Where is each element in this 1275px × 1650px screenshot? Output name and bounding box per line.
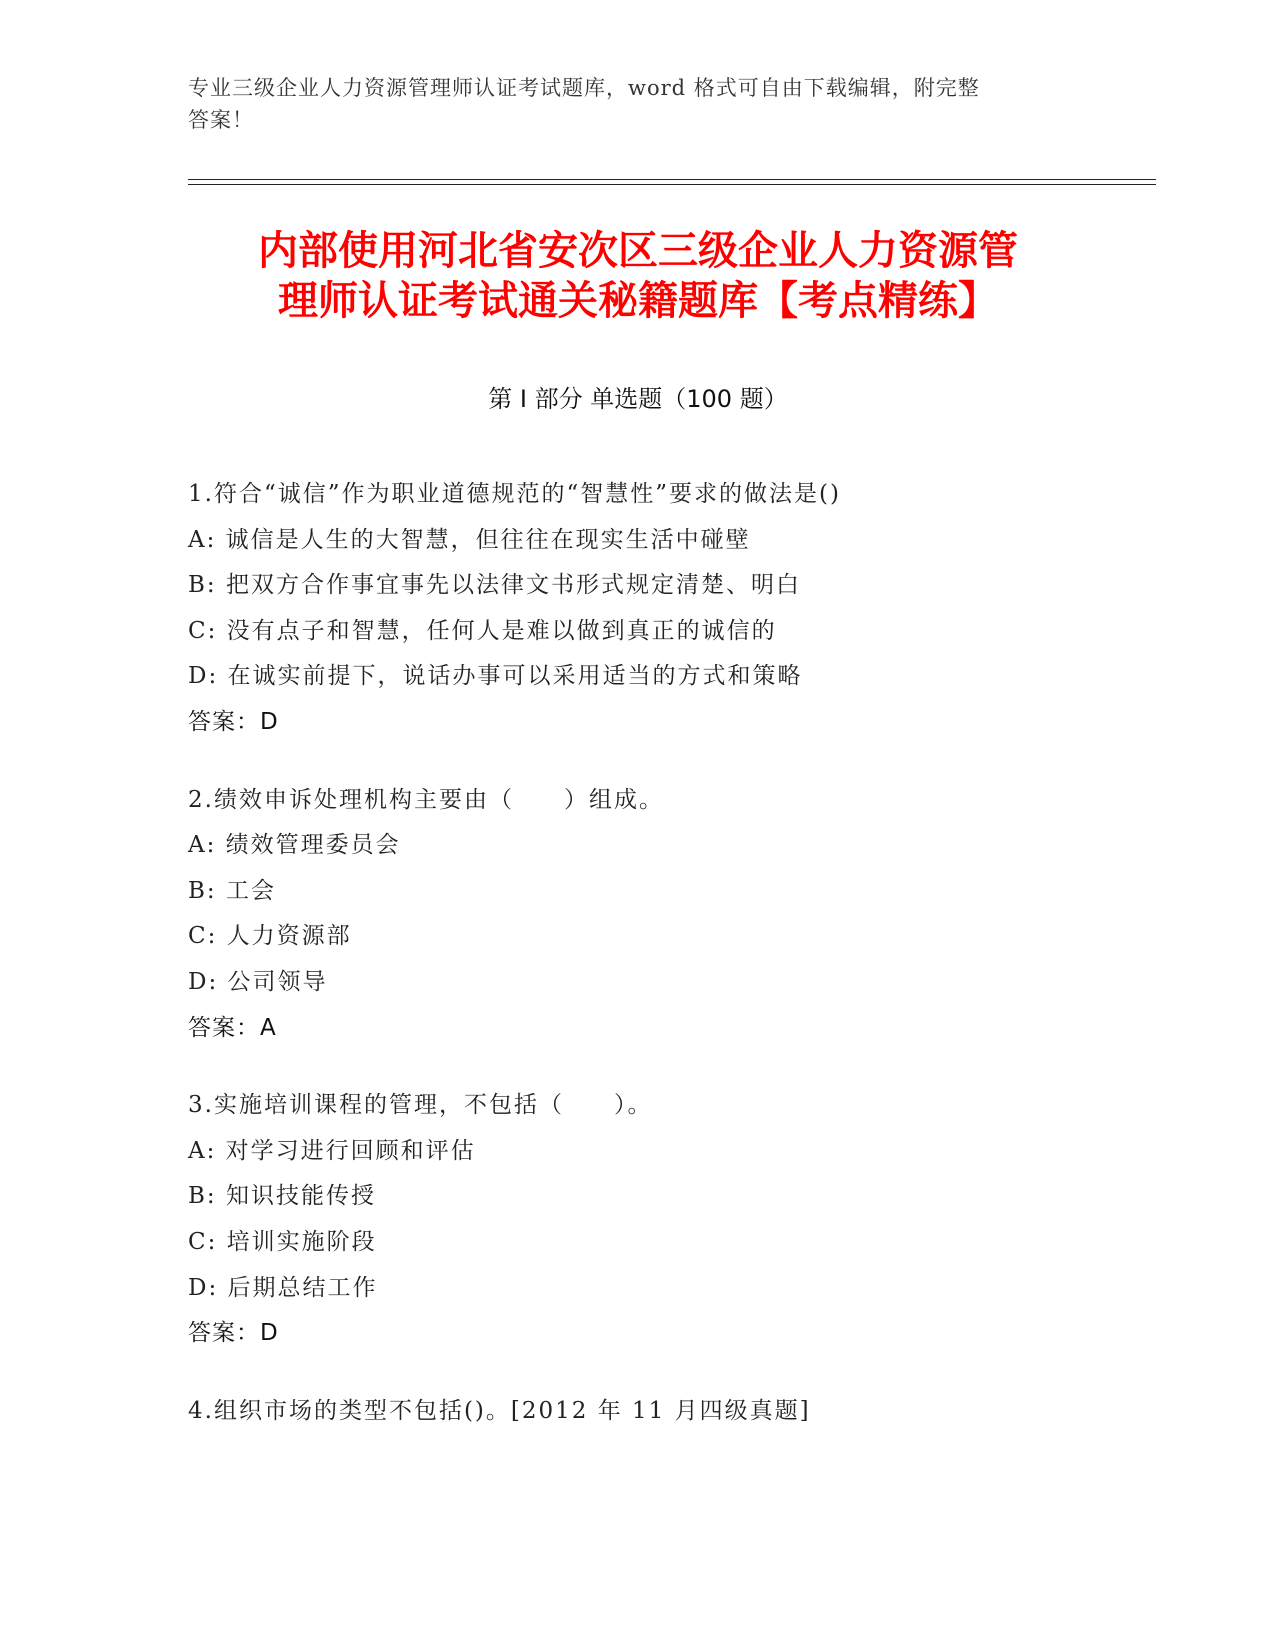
option-b: B: 把双方合作事宜事先以法律文书形式规定清楚、明白 — [188, 572, 801, 599]
header-divider-bottom — [188, 184, 1156, 185]
document-title-line-1: 内部使用河北省安次区三级企业人力资源管 — [258, 228, 1018, 274]
question-stem: 4.组织市场的类型不包括()。[2012 年 11 月四级真题] — [188, 1397, 811, 1424]
document-title — [188, 226, 1088, 326]
section-title: 第 I 部分 单选题（100 题） — [488, 385, 788, 413]
header-note-line-2: 答案！ — [188, 108, 254, 132]
question-3 — [188, 1083, 1148, 1357]
answer-line — [188, 700, 1148, 746]
option-d: D: 在诚实前提下，说话办事可以采用适当的方式和策略 — [188, 663, 803, 690]
question-4 — [188, 1389, 1148, 1435]
answer-label: 答案： — [188, 708, 260, 735]
question-stem: 1.符合“诚信”作为职业道德规范的“智慧性”要求的做法是() — [188, 481, 841, 507]
option-c: C: 没有点子和智慧，任何人是难以做到真正的诚信的 — [188, 617, 777, 644]
question-list — [188, 472, 1148, 1466]
option-a: A: 诚信是人生的大智慧，但往往在现实生活中碰壁 — [188, 526, 751, 553]
option-d: D: 公司领导 — [188, 968, 328, 995]
answer-value: D — [260, 1320, 279, 1347]
header-divider-top — [188, 179, 1156, 180]
document-title-line-2: 理师认证考试通关秘籍题库【考点精练】 — [278, 278, 998, 324]
option-b: B: 工会 — [188, 877, 276, 904]
option-a: A: 对学习进行回顾和评估 — [188, 1137, 476, 1164]
header-note-line-1: 专业三级企业人力资源管理师认证考试题库，word 格式可自由下载编辑，附完整 — [188, 76, 980, 100]
option-c: C: 人力资源部 — [188, 923, 352, 950]
option-d: D: 后期总结工作 — [188, 1274, 378, 1301]
question-2 — [188, 778, 1148, 1052]
option-a: A: 绩效管理委员会 — [188, 832, 401, 859]
answer-label: 答案： — [188, 1320, 260, 1347]
question-stem: 2.绩效申诉处理机构主要由（ ）组成。 — [188, 786, 664, 813]
answer-value: D — [260, 708, 279, 735]
header-note — [188, 72, 1068, 136]
question-stem: 3.实施培训课程的管理，不包括（ ）。 — [188, 1092, 653, 1119]
answer-line — [188, 1006, 1148, 1052]
answer-value: A — [260, 1014, 277, 1041]
question-1 — [188, 472, 1148, 746]
option-b: B: 知识技能传授 — [188, 1183, 376, 1210]
answer-label: 答案： — [188, 1014, 260, 1041]
option-c: C: 培训实施阶段 — [188, 1228, 377, 1255]
answer-line — [188, 1311, 1148, 1357]
